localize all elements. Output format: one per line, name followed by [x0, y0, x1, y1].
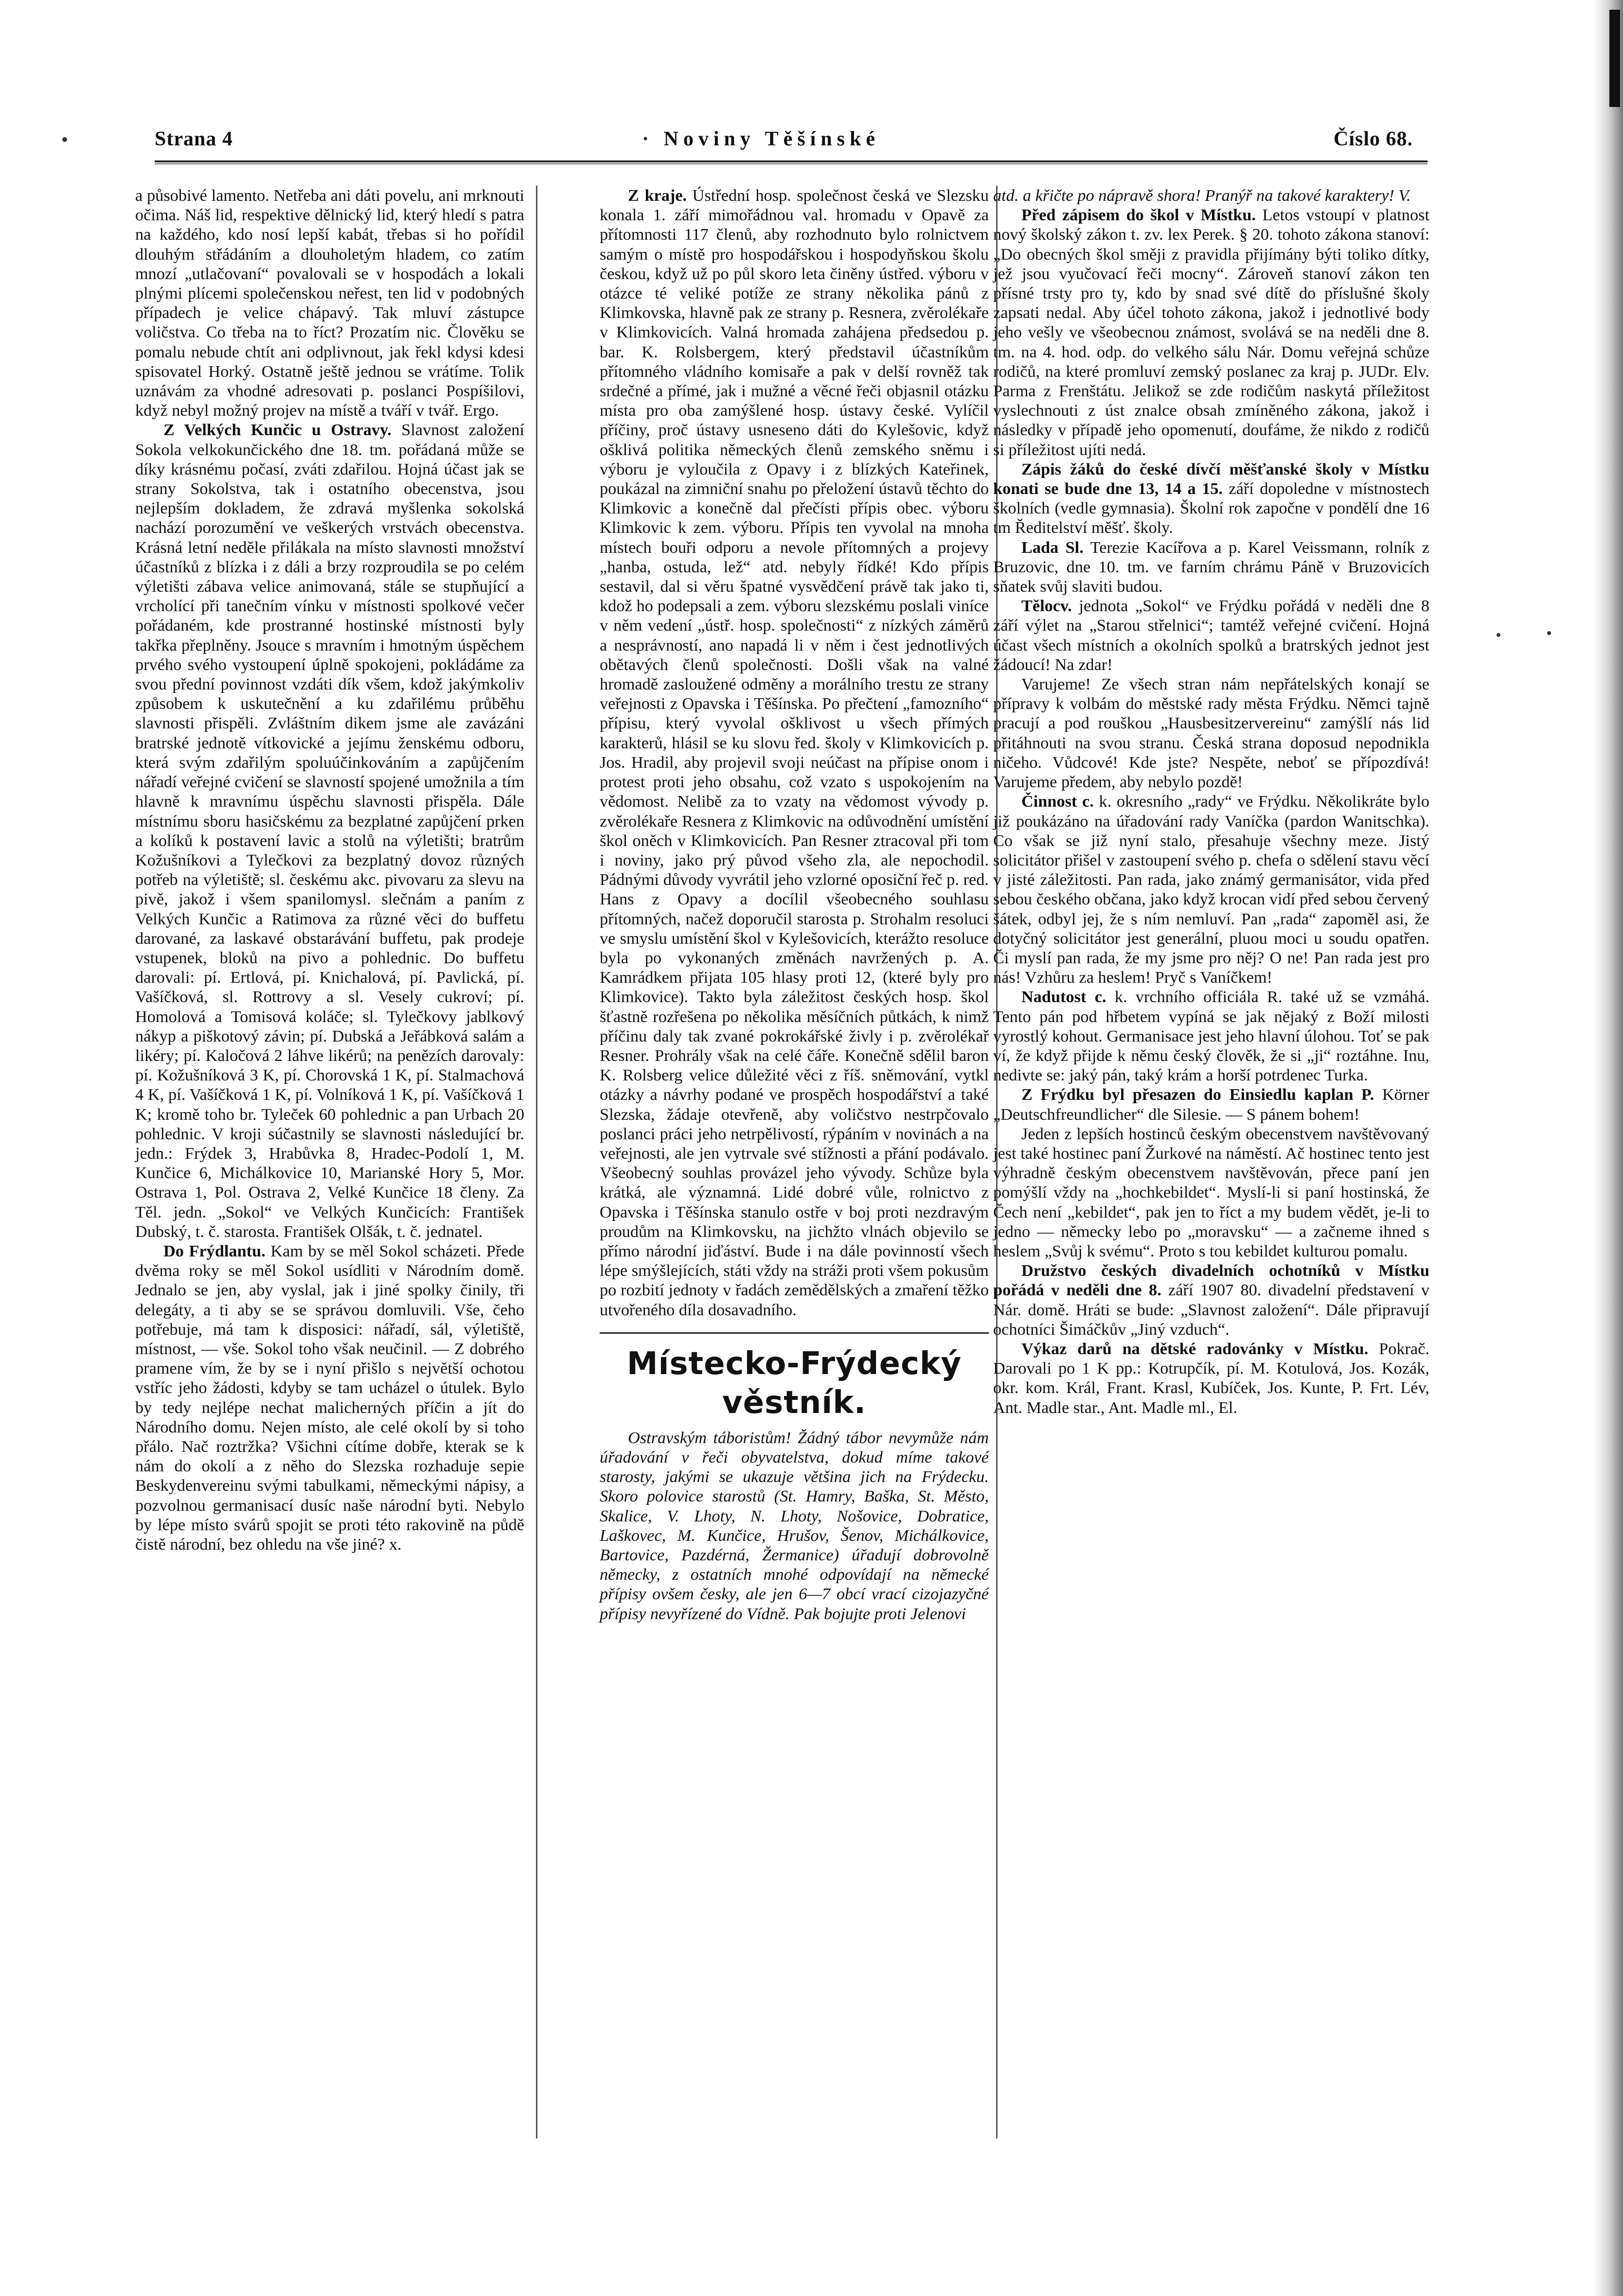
- article-continuation: atd. a křičte po nápravě shora! Pranýř na takové karaktery! V.: [993, 186, 1411, 205]
- article-svatba: Lada Sl. Terezie Kacířova a p. Karel Veissmann, rolník z Bruzovic, dne 10. tm. ve farním chrámu Páně v Bruzovicích sňatek svůj slaviti budou.: [993, 538, 1430, 596]
- article-heading: Družstvo českých divadelních ochotníků v Místku pořádá v neděli dne 8.: [993, 1261, 1429, 1300]
- article-z-frydku: Z Frýdku byl přesazen do Einsiedlu kaplan P. Körner „Deutschfreundlicher“ dle Silesie. — S pánem bohem!: [993, 1085, 1429, 1124]
- article-heading: Výkaz darů na dětské radovánky v Místku.: [1021, 1339, 1369, 1358]
- article-heading: Tělocv.: [1021, 597, 1072, 616]
- article-velke-kuncice: Z Velkých Kunčic u Ostravy. Slavnost založení Sokola velkokunčického dne 18. tm. pořádaná může se díky krásnému počasí, zváti zdařilou. Hojná účast jak se strany Sokolstva, tak i ostatního obecenstva, jsou nejlepším dokladem, že zdravá myšlenka sokolská nachází porozumění ve veškerých vrstvách obecenstva. Krásná letní neděle přilákala na místo slavnosti množství účastníků z blízka i z dáli a brzy rozproudila se po celém výletišti zábava velice animovaná, stále se stupňující a vrcholící při tanečním vínku v místnosti spolkové večer pořádaném, kde prostranné hostinské místnosti byly takřka přeplněny. Jsouce s mravním i hmotným úspěchem prvého svého vystoupení úplně spokojeni, pokládáme za svou přední povinnost vzdáti dík všem, kdož jakýmkoliv způsobem k uskutečnění a ku zdařilému průběhu slavnosti přispěli. Zvláštním dikem jsme ale zavázáni bratrské jednotě vítkovické a jejímu ženskému odboru, která svým zdařilým spoluúčinkováním a zapůjčením nářadí veřejné cvičení se slavností spojené umožnila a tím hlavně k mravnímu úspěchu slavnosti přispěla. Dále místnímu sboru hasičskému za bezplatné zapůjčení prken a kolíků k postavení lavic a stolů na výletišti; bratrům Kožušníkovi a Tylečkovi za bezplatný dovoz různých potřeb na výletiště; sl. českému akc. pivovaru za slevu na pivě, jakož i všem spanilomysl. slečnám a paním z Velkých Kunčic a Ratimova za různé věci do buffetu darované, za laskavé obstarávání buffetu, pak prodeje vstupenek, bloků na pivo a pohlednic. Do buffetu darovali: pí. Ertlová, pí. Knichalová, pí. Pavlická, pí. Vašíčková, sl. Rottrovy a sl. Vesely cukroví; pí. Homolová a Tomisová koláče; sl. Tylečkovy jablkový nákyp a piškotový závin; pí. Dubská a Jeřábková salám a likéry; pí. Kaločová 2 láhve likérů; na penězích darovaly: pí. Kožušníková 3 K, pí. Chorovská 1 K, pí. Stalmachová 4 K, pí. Vašíčková 1 K, pí. Volníková 1 K, pí. Vašíčková 1 K; kromě toho br. Tyleček 60 pohlednic a pan Urbach 20 pohlednic. V kroji súčastnily se slavnosti následující br. jedn.: Frýdek 3, Hrabůvka 8, Hradec-Podolí 1, M. Kunčice 6, Michálkovice 10, Marianské Hory 5, Mor. Ostrava 1, Pol. Ostrava 2, Velké Kunčice 18 členy. Za Těl. jedn. „Sokol“ ve Velkých Kunčicích: František Dubský, t. č. starosta. František Olšák, t. č. jednatel.: [135, 421, 524, 1241]
- ink-speck: [62, 137, 67, 142]
- article-heading: Nadutost c.: [1021, 988, 1106, 1007]
- page-number: Strana 4: [155, 128, 233, 150]
- article-zapis-do-skol: Před zápisem do škol v Místku. Letos vstoupí v platnost nový školský zákon t. zv. lex Perek. § 20. tohoto zákona stanoví: „Do obecných škol směji z pravidla přijímány býti toliko dítky, jež jsou vyučovací řeči mocny“. Zároveň stanoví zákon ten přísné trsty pro ty, kdo by snad své dítě do příslušné školy zapsati nedal. Aby účel tohoto zákona, jakož i jednotlivé body jeho vešly ve všeobecnou známost, svolává se na neděli dne 8. tm. na 4. hod. odp. do velkého sálu Nár. Domu veřejná schůze rodičů, na které promluví zemský poslanec za kraj p. JUDr. Elv. Parma z Frenštátu. Jelikož se zde rodičům naskytá příležitost vyslechnouti z úst znalce obsah zmíněného zákona, jakož i následky v případě jeho opomenutí, doufáme, že nikdo z rodičů si příležitost ujíti nedá.: [993, 206, 1429, 459]
- article-heading: Před zápisem do škol v Místku.: [1021, 206, 1256, 225]
- section-title: Místecko-Frýdecký věstník.: [626, 1345, 962, 1421]
- header-rule: [155, 160, 1427, 162]
- article-nadutost: Nadutost c. k. vrchního officiála R. také už se vzmáhá. Tento pán pod hřbetem vypíná se jak nějaký z Boží milosti vyrostlý kohout. Germanisace jest jeho hlavní úlohou. Toť se pak ví, že když přijde k němu český člověk, že si „ji“ roztáhne. Inu, nedivte se: jaký pán, taký krám a horší potrdenec Turka.: [993, 988, 1429, 1085]
- article-varujeme: Varujeme! Ze všech stran nám nepřátelských konají se přípravy k volbám do městské rady města Frýdku. Němci tajně pracují a pod rouškou „Hausbesitzervereinu“ zamýšlí nás lid přitáhnouti na svou stranu. Česká strana doposud nepodnikla ničeho. Vůdcové! Kde jste? Nespěte, neboť se přípozdívá! Varujeme předem, aby nebylo pozdě!: [993, 675, 1429, 792]
- article-ostravskym-taboristum: Ostravským táboristům! Žádný tábor nevymůže nám úřadování v řeči obyvatelstva, dokud míme takové starosty, jakými se ukazuje většina jich na Frýdecku. Skoro polovice starostů (St. Hamry, Baška, St. Město, Skalice, V. Lhoty, N. Lhoty, Nošovice, Dobratice, Laškovec, M. Kunčice, Hrušov, Šenov, Michálkovice, Bartovice, Pazdérná, Žermanice) úřadují dobrovolně německy, z ostatních mnohé odpovídají na německé přípisy ovšem česky, ale jen 6—7 obcí vrací cizojazyčné přípisy nevyřízené do Vídně. Pak bojujte proti Jelenovi: [600, 1428, 989, 1623]
- article-druzstvo-ochotniku: Družstvo českých divadelních ochotníků v Místku pořádá v neděli dne 8. září 1907 80. divadelní představení v Nár. domě. Hráti se bude: „Slavnost založení“. Dále připravují ochotníci Šimáčkův „Jiný vzduch“.: [993, 1261, 1429, 1339]
- article-heading: Činnost c.: [1021, 792, 1094, 811]
- header-rule-thin: [155, 163, 1427, 164]
- article-sokol-frydek: Tělocv. jednota „Sokol“ ve Frýdku pořádá v neděli dne 8 září výlet na „Starou střelnici“; tamtéž veřejné cvičení. Hojná účast všech místních a okolních spolků a bratrských jednot jest žádoucí! Na zdar!: [993, 597, 1429, 674]
- article-cinnost-rady: Činnost c. k. okresního „rady“ ve Frýdku. Několikráte bylo již poukázáno na úřadování rady Vaníčka (pardon Wanitschka). Co však se již nyní stalo, přesahuje všechny meze. Jistý solicitátor přišel v zastoupení svého p. chefa o sdělení stavu věcí v jisté záležitosti. Pan rada, jako známý germanisátor, vida před sebou českého občana, jako když krocan vidí před sebou červený šátek, odbyl jej, že s ním nemluví. Pan „rada“ zapoměl asi, že dotyčný solicitátor jest generální, pluou moci u soudu opatřen. Či myslí pan rada, že my jsme pro něj? O ne! Pan rada jest pro nás! Vzhůru za heslem! Pryč s Vaníčkem!: [993, 792, 1429, 987]
- ink-speck: [1547, 631, 1551, 635]
- article-vykaz-daru: Výkaz darů na dětské radovánky v Místku. Pokrač. Darovali po 1 K pp.: Kotrupčík, pí. M. Kotulová, Jos. Kozák, okr. kom. Král, Frant. Krasl, Kubíček, Jos. Kunte, P. Frt. Lév, Ant. Madle star., Ant. Madle ml., El.: [993, 1339, 1429, 1417]
- article-hostinec: Jeden z lepších hostinců českým obecenstvem navštěvovaný jest také hostinec paní Žurkové na náměstí. Ač hostinec tento jest výhradně českým obecenstvem navštěvován, přece paní jen pomýšlí vždy na „hochkebildet“. Myslí-li si paní hostinská, že Čech není „kebildet“, pak jen to říct a my budem vědět, je-li to jedno — německy lebo po „moravsku“ — a začneme ihned s heslem „Svůj k svému“. Proto s tou kebildet kulturou pomalu.: [993, 1124, 1429, 1260]
- issue-number: Číslo 68.: [1333, 128, 1413, 150]
- column-2: [600, 186, 989, 1624]
- column-1: [135, 186, 524, 1554]
- article-heading: Lada Sl.: [1021, 538, 1084, 557]
- column-divider-1: [536, 186, 537, 2138]
- article-heading: Do Frýdlantu.: [163, 1241, 266, 1260]
- article-heading: Zápis žáků do české dívčí měšťanské školy v Místku konati se bude dne 13, 14 a 15.: [993, 459, 1429, 498]
- article-zapis-zaku: Zápis žáků do české dívčí měšťanské školy v Místku konati se bude dne 13, 14 a 15. září dopoledne v místnostech školních (vedle gymnasia). Školní rok započne v pondělí dne 16 tm Ředitelství měšť. školy.: [993, 459, 1429, 537]
- article-frydlant: Do Frýdlantu. Kam by se měl Sokol scházeti. Přede dvěma roky se měl Sokol usídliti v Národním domě. Jednalo se jen, aby vyslal, jak i jiné spolky činily, tři delegáty, a ti aby se se správou domluvili. Vše, čeho potřebuje, má tam k disposici: nářadí, sál, výletiště, místnost, — vše. Sokol toho však neučinil. — Z dobrého pramene vím, že by se i nyní přišlo s největší ochotou vstříc jeho žádosti, kdyby se tam ucházel o útulek. Bylo by tedy nejlépe nechat malicherných příčin a jít do Národního domu. Nejen místo, ale celé okolí by si toho přálo. Nač roztržka? Všichni cítíme dobře, kterak se k nám do okolí a z něho do Slezska rozhaduje sepie Beskydenvereinu svými tabulkami, německými nápisy, a pozvolnou germanisací dusíc naše národní byti. Nebylo by lépe místo svárů spojit se proti této rakovině na půdě čistě národní, bez ohledu na vše jiné? x.: [135, 1241, 524, 1554]
- section-rule: [600, 1332, 989, 1334]
- article-z-kraje: Z kraje. Ústřední hosp. společnost česká ve Slezsku konala 1. září mimořádnou val. hromadu v Opavě za přítomnosti 117 členů, aby rozhodnuto bylo rolnictvem samým o místě pro hospodářskou i hospodyňskou školu českou, když už po půl skoro leta činěny ústřed. výboru v otázce té veliké potíže ze strany několika pánů z Klimkovska, hlavně pak ze strany p. Resnera, zvěrolékaře v Klimkovicích. Valná hromada zahájena předsedou p. bar. K. Rolsbergem, který představil účastníkům přítomného vládního komisaře a pak v delší rovněž tak srdečné a přímé, jak i mužné a věcné řeči objasnil otázku místa pro oba zamýšlené hosp. ústavy české. Vylíčil příčiny, proč ústavy usneseno dáti do Kylešovic, když ošklivá politika německých členů zemského sněmu i výboru je vyloučila z Opavy i z blízkých Kateřinek, poukázal na zimniční snahu po přeložení ústavů těchto do Klimkovic a konečně dal přečísti přípis obec. výboru Klimkovic k zem. výboru. Přípis ten vyvolal na mnoha místech bouři odporu a nevole přítomných a projevy „hanba, ostuda, lež“ atd. nebyly řídké! Kdo přípis sestavil, dal si věru špatné vysvědčení právě tak jako ti, kdož ho podepsali a zem. výboru slezskému poslali viníce v něm vedení „ústř. hosp. společnosti“ z nízkých záměrů a nesprávností, ano napadá li v něm i čest jednotlivých obětavých členů společnosti. Došli však na valné hromadě zasloužené odměny a morálního trestu ze strany veřejnosti z Opavska i Těšínska. Po přečtení „famozního“ přípisu, který vyvolal ošklivost u všech přímých karakterů, hlásil se ku slovu řed. školy v Klimkovicích p. Jos. Hradil, aby projevil svoji neúčast na přípise onom i protest proti jeho obsahu, což vzato s uspokojením na vědomost. Nelibě za to vzaty na vědomost vývody p. zvěrolékaře Resnera z Klimkovic na odůvodnění umístění škol oněch v Klimkovicích. Pan Resner ztracoval při tom i noviny, jako prý původ všeho zla, ale nepochodil. Pádnými důvody vyvrátil jeho vzlorné oposiční řeč p. red. Hans z Opavy a docílil všeobecného souhlasu přítomných, načež doporučil starosta p. Strohalm resoluci ve smyslu umístění škol v Kylešovicích, kterážto resoluce byla po vykonaných změnách navržených p. A. Kamrádkem přijata 105 hlasy proti 12, (které byly pro Klimkovice). Takto byla záležitost českých hosp. škol šťastně rozřešena po několika měsíčních půtkách, k nimž příčinu daly tak zvané pokrokářské živly i p. zvěrolékař Resner. Prohrály však na celé čáře. Konečně sdělil baron K. Rolsberg velice důležité věci z říš. sněmování, vytkl otázky a návrhy podané ve prospěch hospodářství a také Slezska, žádaje otevřeně, aby voličstvo nestrpčovalo poslanci práci jeho netrpělivostí, rýpáním v novinách a na veřejnosti, ale jen vytrvale své stížnosti a přání podávalo. Všeobecný souhlas provázel jeho vývody. Schůze byla krátká, ale významná. Lidé dobré vůle, rolnictvo z Opavska i Těšínska stanulo ostře v boj proti nezdravým proudům na Klimkovsku, na jichžto vlnách objevilo se přímo národní jiďáství. Bude i na dále povinností všech lépe smýšlejících, státi vždy na stráži proti všem pokusům po rozbití jednoty v řadách zemědělských a zmaření těžko utvořeného díla dosavadního.: [600, 186, 989, 1319]
- article-heading: Z Velkých Kunčic u Ostravy.: [163, 421, 392, 440]
- column-3: [993, 186, 1429, 1417]
- ink-speck: [1497, 633, 1500, 637]
- scan-clip-mark: [1609, 10, 1620, 107]
- article-heading: Z Frýdku byl přesazen do Einsiedlu kaplan P.: [1021, 1085, 1374, 1104]
- scan-edge-shadow: [1592, 0, 1623, 2296]
- article-paragraph: a působivé lamento. Netřeba ani dáti povelu, ani mrknouti očima. Náš lid, respektive dělnický lid, který hledí s patra na každého, kdo nosí lepší kabát, třebas si ho pořídil dlouhým střádáním a dlouholetým hladem, co zatím mnozí „utlačovaní“ povalovali se v hospodách a lokali plnými plícemi společenskou neřest, ten lid v podobných případech je velice chápavý. Tak mluví zástupce voličstva. Co třeba na to říct? Prozatím nic. Člověku se pomalu nebude chtít ani odplivnout, jak řekl kdysi kdesi spisovatel Horký. Ostatně ještě jednou se vrátíme. Tolik uznávám za vhodné adresovati p. poslanci Pospíšilovi, když nebyl možný projev na místě a tváří v tvář. Ergo.: [135, 186, 524, 420]
- masthead-title: · Noviny Těšínské: [642, 128, 880, 150]
- article-heading: Z kraje.: [628, 186, 687, 205]
